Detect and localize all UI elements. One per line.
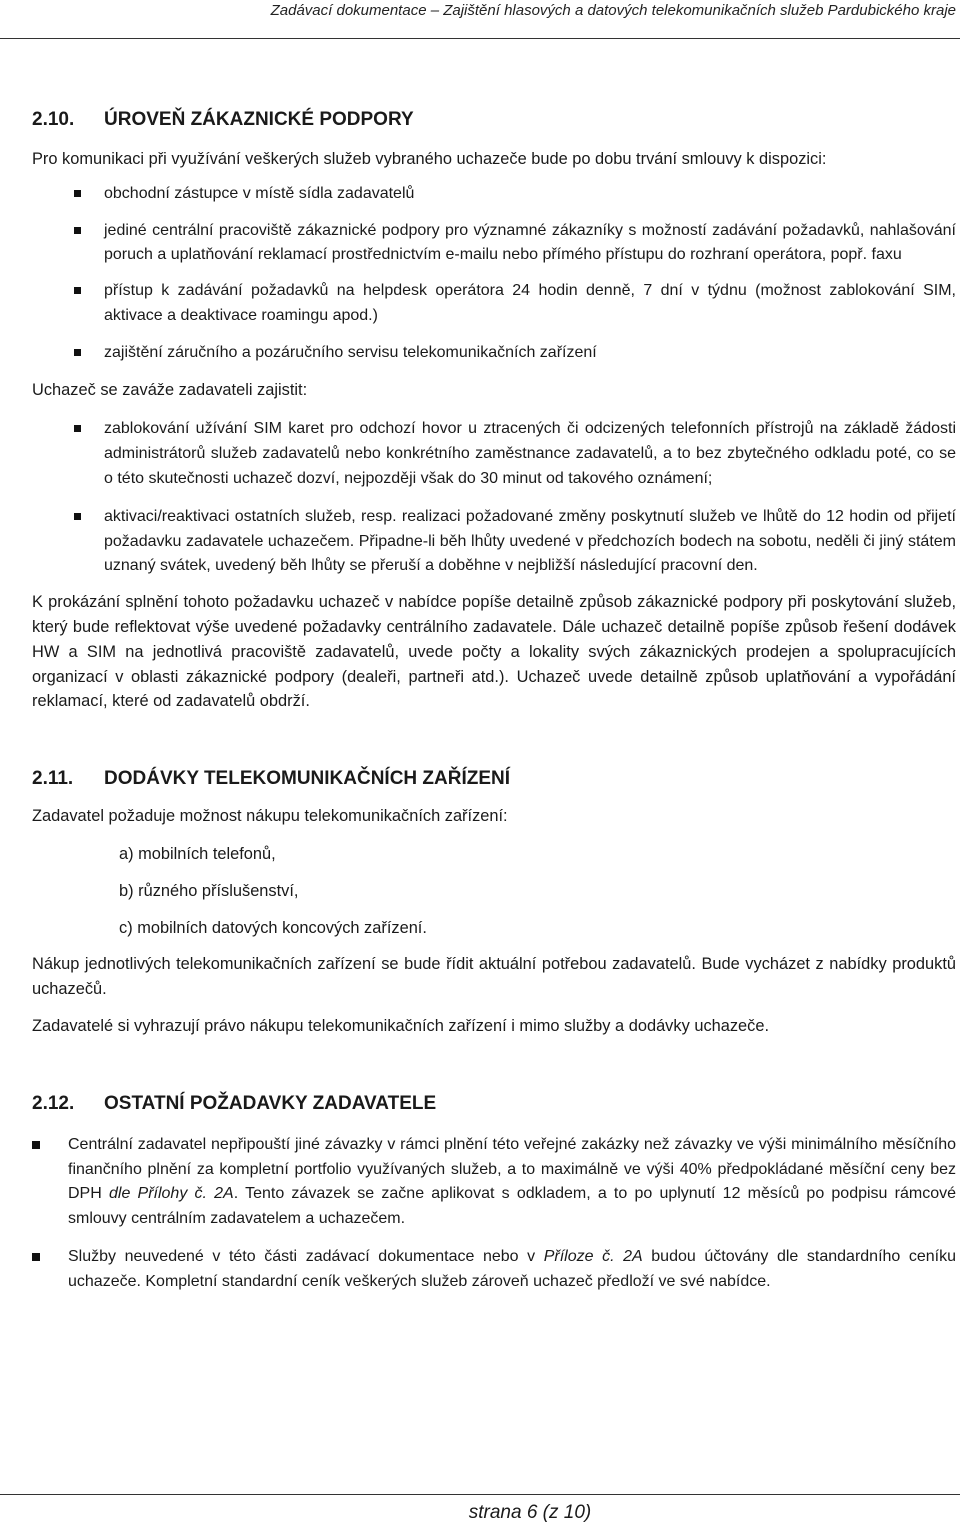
bullet-square-icon: [74, 227, 81, 234]
section-number: 2.12.: [32, 1092, 75, 1114]
list-item: přístup k zadávání požadavků na helpdesk operátora 24 hodin denně, 7 dní v týdnu (možnost zablokování SIM, aktivace a deaktivace roamingu apod.): [32, 279, 956, 329]
list-item: c) mobilních datových koncových zařízení.: [119, 918, 427, 937]
page-content: [32, 105, 956, 1295]
device-list: [32, 842, 956, 940]
page-number: strana 6 (z 10): [468, 1502, 592, 1523]
section-2-10-intro2: Uchazeč se zaváže zadavateli zajistit:: [32, 380, 308, 399]
section-title: ÚROVEŇ ZÁKAZNICKÉ PODPORY: [104, 109, 414, 130]
section-title: OSTATNÍ POŽADAVKY ZADAVATELE: [104, 1092, 437, 1114]
other-requirements-list: [32, 1133, 956, 1295]
section-title: DODÁVKY TELEKOMUNIKAČNÍCH ZAŘÍZENÍ: [104, 768, 511, 790]
section-2-10-heading: [32, 105, 956, 135]
list-item: zajištění záručního a pozáručního servisu telekomunikačních zařízení: [32, 341, 956, 366]
support-bullet-list: [32, 182, 956, 366]
section-2-11-para1: Nákup jednotlivých telekomunikačních zařízení se bude řídit aktuální potřebou zadavatelů. Bude vycházet z nabídky produktů uchazečů.: [32, 955, 956, 999]
bullet-square-icon: [74, 287, 81, 294]
bullet-square-icon: [74, 190, 81, 197]
obligations-bullet-list: [32, 417, 956, 579]
section-2-11-para2: Zadavatelé si vyhrazují právo nákupu telekomunikačních zařízení i mimo služby a dodávky uchazeče.: [32, 1016, 770, 1035]
section-number: 2.11.: [32, 768, 74, 790]
bullet-square-icon: [32, 1141, 40, 1149]
list-item: b) různého příslušenství,: [119, 881, 299, 900]
bullet-square-icon: [74, 513, 81, 520]
list-item: obchodní zástupce v místě sídla zadavatelů: [32, 182, 956, 207]
header-rule: [0, 38, 960, 39]
list-item: zablokování užívání SIM karet pro odchozí hovor u ztracených či odcizených telefonních přístrojů na základě žádosti administrátorů služeb zadavatelů nebo konkrétního zaměstnance zadavatelů, a to bez zbytečného odkladu poté, co se o této skutečnosti uchazeč dozví, nejpozději však do 30 minut od takového oznámení;: [32, 417, 956, 491]
bullet-square-icon: [32, 1253, 40, 1261]
section-2-12-heading: [32, 1089, 956, 1119]
list-item: aktivaci/reaktivaci ostatních služeb, resp. realizaci požadované změny poskytnutí služeb ve lhůtě do 12 hodin od přijetí požadavku zadavatele uchazečem. Připadne-li běh lhůty uvedené v předchozích bodech na sobotu, neděli či jiný státem uznaný svátek, uvedený běh lhůty se přeruší a doběhne v nejbližší následující pracovní den.: [32, 505, 956, 579]
bullet-square-icon: [74, 349, 81, 356]
list-item: a) mobilních telefonů,: [119, 844, 276, 863]
page-header: [0, 0, 960, 40]
header-title: Zadávací dokumentace – Zajištění hlasových a datových telekomunikačních služeb Pardubického kraje: [270, 2, 956, 19]
section-2-10-intro: Pro komunikaci při využívání veškerých služeb vybraného uchazeče bude po dobu trvání smlouvy k dispozici:: [32, 150, 827, 168]
list-item: Služby neuvedené v této části zadávací dokumentace nebo v Příloze č. 2A budou účtovány dle standardního ceníku uchazeče. Kompletní standardní ceník veškerých služeb zároveň uchazeč předloží ve své nabídce.: [32, 1245, 956, 1295]
section-number: 2.10.: [32, 109, 75, 130]
list-item: jediné centrální pracoviště zákaznické podpory pro významné zákazníky s možností zadávání požadavků, nahlašování poruch a uplatňování reklamací prostřednictvím e-mailu nebo přímého přístupu do rozhraní operátora, popř. faxu: [32, 219, 956, 269]
footer-rule: [0, 1494, 960, 1495]
section-2-11-intro: Zadavatel požaduje možnost nákupu telekomunikačních zařízení:: [32, 807, 508, 826]
section-2-11-heading: [32, 764, 956, 794]
bullet-square-icon: [74, 425, 81, 432]
list-item: Centrální zadavatel nepřipouští jiné závazky v rámci plnění této veřejné zakázky než závazky ve výši minimálního měsíčního finančního plnění za kompletní portfolio využívaných služeb, a to maximálně ve výši 40% předpokládané měsíční ceny bez DPH dle Přílohy č. 2A. Tento závazek se začne aplikovat s odkladem, a to po uplynutí 12 měsíců po podpisu rámcové smlouvy centrálním zadavatelem a uchazečem.: [32, 1133, 956, 1232]
section-2-10-closing: K prokázání splnění tohoto požadavku uchazeč v nabídce popíše detailně způsob zákaznické podpory při poskytování služeb, který bude reflektovat výše uvedené požadavky centrálního zadavatele. Dále uchazeč detailně popíše způsob řešení dodávek HW a SIM na jednotlivá pracoviště zadavatelů, uvede počty a lokality svých zákaznických prodejen a spolupracujících organizací v oblasti zákaznické podpory (dealeři, partneři atd.). Uchazeč uvede detailně způsob uplatňování a vypořádání reklamací, které od zadavatelů obdrží.: [32, 593, 956, 711]
